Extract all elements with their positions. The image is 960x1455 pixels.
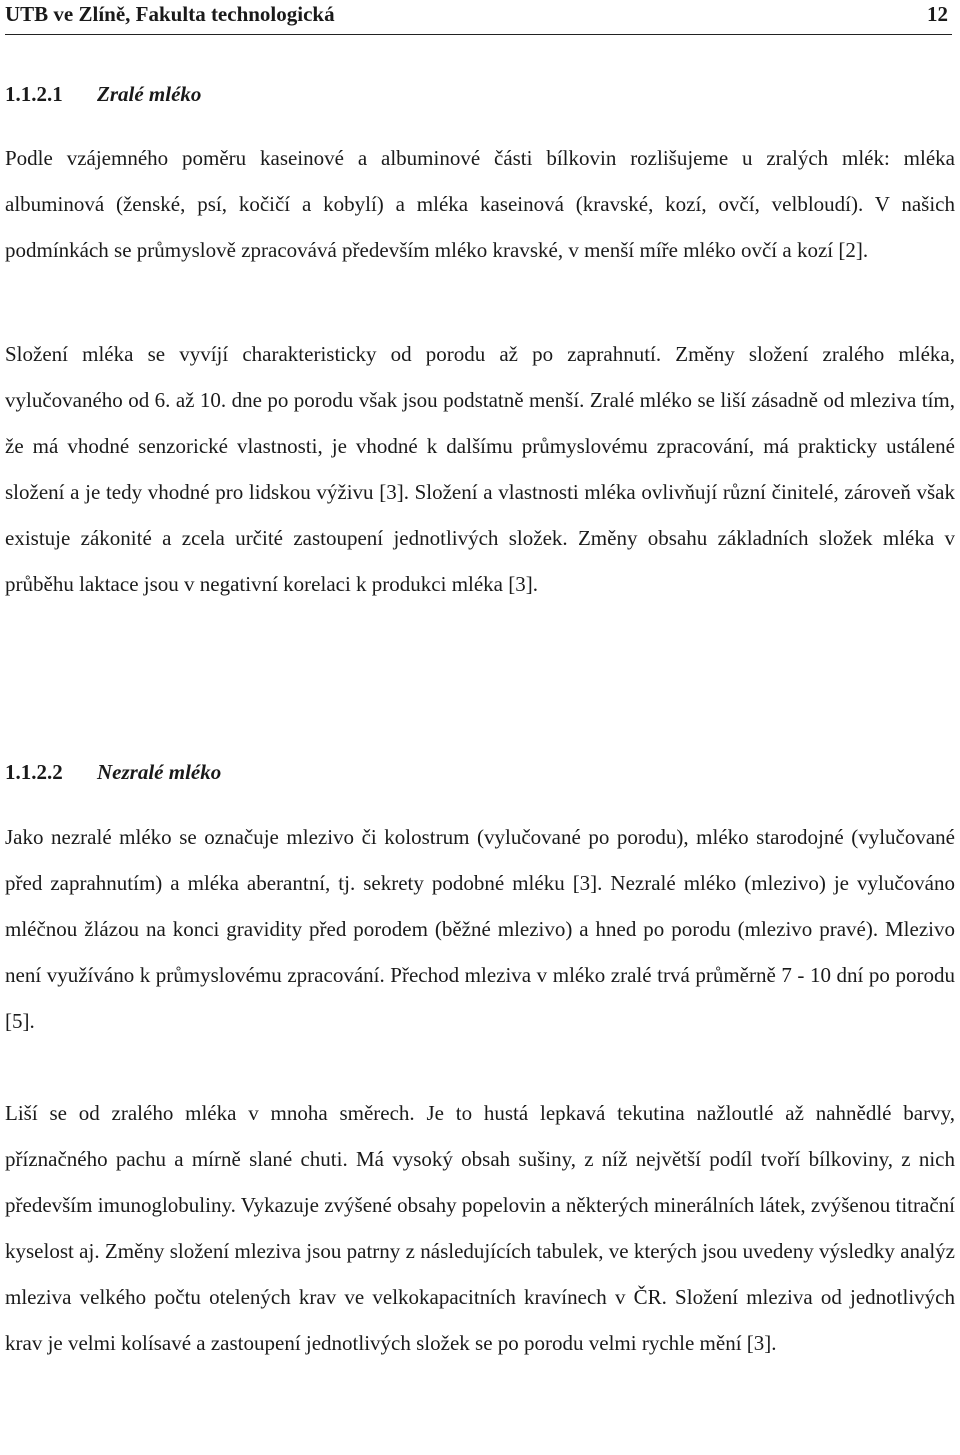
section-heading-zrale-mleko [5,82,201,107]
section-number: 1.1.2.1 [5,82,63,106]
section-name: Nezralé mléko [97,760,222,784]
section-heading-nezrale-mleko [5,760,221,785]
section-name: Zralé mléko [97,82,202,106]
section-number: 1.1.2.2 [5,760,63,784]
paragraph: Liší se od zralého mléka v mnoha směrech. Je to hustá lepkavá tekutina nažloutlé až nahnědlé barvy, příznačného pachu a mírně slané chuti. Má vysoký obsah sušiny, z níž největší podíl tvoří bílkoviny, z nich především imunoglobuliny. Vykazuje zvýšené obsahy popelovin a některých minerálních látek, zvýšenou titrační kyselost aj. Změny složení mleziva jsou patrny z následujících tabulek, ve kterých jsou uvedeny výsledky analýz mleziva velkého počtu otelených krav ve velkokapacitních kravínech v ČR. Složení mleziva od jednotlivých krav je velmi kolísavé a zastoupení jednotlivých složek se po porodu velmi rychle mění [3]. [5,1101,955,1355]
page-number: 12 [927,2,948,26]
paragraph: Podle vzájemného poměru kaseinové a albuminové části bílkovin rozlišujeme u zralých mlék: mléka albuminová (ženské, psí, kočičí a kobylí) a mléka kaseinová (kravské, kozí, ovčí, velbloudí). V našich podmínkách se průmyslově zpracovává především mléko kravské, v menší míře mléko ovčí a kozí [2]. [5,146,955,262]
header-title: UTB ve Zlíně, Fakulta technologická [5,2,335,26]
paragraph: Jako nezralé mléko se označuje mlezivo či kolostrum (vylučované po porodu), mléko starodojné (vylučované před zaprahnutím) a mléka aberantní, tj. sekrety podobné mléku [3]. Nezralé mléko (mlezivo) je vylučováno mléčnou žlázou na konci gravidity před porodem (běžné mlezivo) a hned po porodu (mlezivo pravé). Mlezivo není využíváno k průmyslovému zpracování. Přechod mleziva v mléko zralé trvá průměrně 7 - 10 dní po porodu [5]. [5,825,955,1033]
paragraph: Složení mléka se vyvíjí charakteristicky od porodu až po zaprahnutí. Změny složení zralého mléka, vylučovaného od 6. až 10. dne po porodu však jsou podstatně menší. Zralé mléko se liší zásadně od mleziva tím, že má vhodné senzorické vlastnosti, je vhodné k dalšímu průmyslovému zpracování, má prakticky ustálené složení a je tedy vhodné pro lidskou výživu [3]. Složení a vlastnosti mléka ovlivňují různí činitelé, zároveň však existuje zákonité a zcela určité zastoupení jednotlivých složek. Změny obsahu základních složek mléka v průběhu laktace jsou v negativní korelaci k produkci mléka [3]. [5,342,955,596]
page-header [5,0,952,35]
